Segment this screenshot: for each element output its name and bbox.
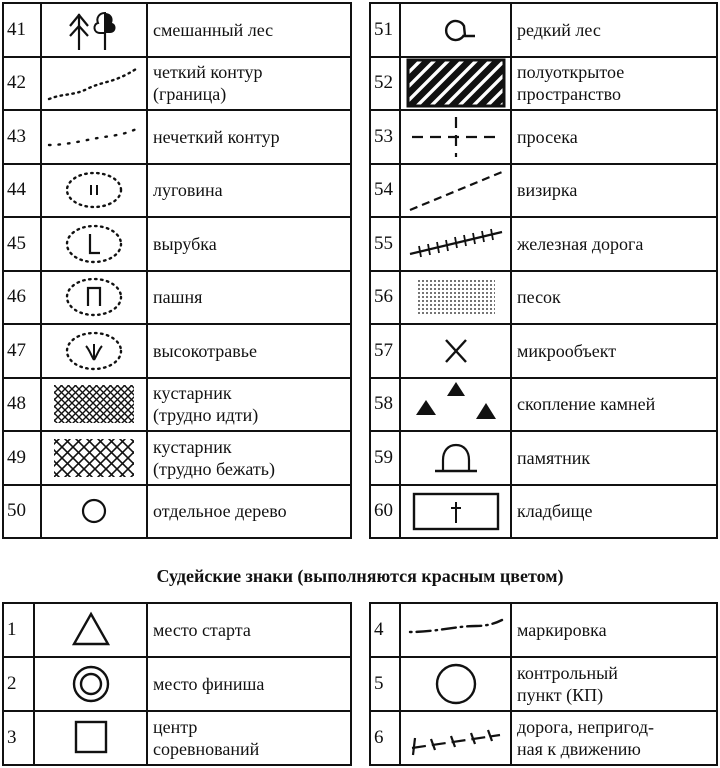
legend-row [3, 217, 351, 271]
label-line: микрообъект [517, 340, 617, 361]
symbol-cell [400, 164, 511, 218]
row-number: 50 [3, 485, 41, 539]
indistinct-contour-icon [42, 117, 146, 157]
symbol-cell [400, 603, 511, 657]
competition-center-icon [35, 716, 146, 760]
row-number: 59 [370, 431, 400, 485]
label-line: место старта [153, 620, 251, 640]
row-number: 46 [3, 271, 41, 325]
symbol-cell [400, 57, 511, 111]
row-number: 43 [3, 110, 41, 164]
control-point-icon [401, 659, 510, 709]
symbol-label [147, 711, 351, 765]
row-number: 3 [3, 711, 34, 765]
symbol-label [511, 711, 717, 765]
legend-row [370, 711, 717, 765]
label-line: полуоткрытое [517, 62, 625, 83]
label-line: кустарник [153, 436, 232, 457]
row-number: 57 [370, 324, 400, 378]
symbol-cell [400, 271, 511, 325]
label-line: редкий лес [517, 19, 601, 40]
row-number: 45 [3, 217, 41, 271]
row-number: 51 [370, 3, 400, 57]
sparse-forest-icon [401, 10, 510, 50]
row-number: 60 [370, 485, 400, 539]
railway-icon [401, 224, 510, 264]
impassable-road-icon [401, 718, 510, 758]
label-line: соревнований [153, 739, 260, 759]
legend-row [3, 271, 351, 325]
row-number: 47 [3, 324, 41, 378]
symbol-cell [41, 324, 147, 378]
legend-row [3, 431, 351, 485]
label-line: (трудно бежать) [153, 458, 275, 479]
judge-table-left [2, 602, 352, 766]
row-number: 55 [370, 217, 400, 271]
symbol-cell [41, 378, 147, 432]
micro-object-icon [401, 331, 510, 371]
label-line: маркировка [517, 620, 607, 640]
row-number: 54 [370, 164, 400, 218]
symbol-cell [34, 711, 147, 765]
symbol-label [511, 378, 717, 432]
symbol-label [511, 271, 717, 325]
symbol-cell [41, 57, 147, 111]
legend-row [370, 431, 717, 485]
symbol-label [147, 657, 351, 711]
label-line: место финиша [153, 674, 265, 694]
legend-table-right [369, 2, 718, 539]
label-line: песок [517, 287, 561, 308]
symbol-label [511, 657, 717, 711]
monument-icon [401, 438, 510, 478]
symbol-cell [400, 3, 511, 57]
row-number: 49 [3, 431, 41, 485]
symbol-label [147, 485, 351, 539]
clearcut-icon [42, 222, 146, 266]
legend-row [370, 324, 717, 378]
semi-open-area-icon [401, 58, 510, 108]
legend-row [370, 271, 717, 325]
legend-row [370, 217, 717, 271]
label-line: пункт (КП) [517, 685, 604, 705]
forest-cutting-icon [401, 113, 510, 161]
symbol-cell [34, 657, 147, 711]
label-line: ная к движению [517, 739, 641, 759]
legend-row [3, 485, 351, 539]
judge-table-right [369, 602, 718, 766]
legend-table-left [2, 2, 352, 539]
shrub-hard-walk-icon [42, 382, 146, 426]
legend-row [370, 603, 717, 657]
symbol-label [147, 110, 351, 164]
label-line: вырубка [153, 233, 217, 254]
symbol-label [147, 324, 351, 378]
legend-row [370, 57, 717, 111]
label-line: просека [517, 126, 578, 147]
stone-cluster-icon [401, 379, 510, 429]
row-number: 52 [370, 57, 400, 111]
symbol-cell [41, 3, 147, 57]
symbol-cell [41, 431, 147, 485]
single-tree-icon [42, 491, 146, 531]
label-line: смешанный лес [153, 19, 274, 40]
symbol-cell [400, 378, 511, 432]
symbol-cell [41, 110, 147, 164]
symbol-cell [41, 271, 147, 325]
legend-row [370, 164, 717, 218]
symbol-label [511, 431, 717, 485]
legend-row [3, 57, 351, 111]
symbol-label [147, 271, 351, 325]
row-number: 1 [3, 603, 34, 657]
label-line: нечеткий контур [153, 126, 280, 147]
symbol-label [511, 324, 717, 378]
symbol-cell [400, 324, 511, 378]
row-number: 41 [3, 3, 41, 57]
legend-row [3, 164, 351, 218]
start-icon [35, 608, 146, 652]
row-number: 2 [3, 657, 34, 711]
legend-row [370, 378, 717, 432]
symbol-cell [400, 217, 511, 271]
legend-row [3, 3, 351, 57]
row-number: 56 [370, 271, 400, 325]
label-line: (трудно идти) [153, 405, 259, 426]
label-line: луговина [153, 180, 223, 201]
symbol-label [511, 485, 717, 539]
symbol-label [147, 57, 351, 111]
symbol-label [511, 57, 717, 111]
row-number: 4 [370, 603, 400, 657]
label-line: кладбище [517, 501, 593, 522]
shrub-hard-run-icon [42, 436, 146, 480]
symbol-cell [41, 217, 147, 271]
symbol-label [147, 603, 351, 657]
cemetery-icon [401, 489, 510, 533]
symbol-label [511, 217, 717, 271]
label-line: памятник [517, 447, 591, 468]
symbol-label [147, 164, 351, 218]
label-line: визирка [517, 180, 578, 201]
meadow-icon [42, 168, 146, 212]
mixed-forest-icon [42, 8, 146, 52]
symbol-cell [34, 603, 147, 657]
label-line: центр [153, 717, 198, 737]
tall-grass-icon [42, 329, 146, 373]
legend-row [3, 603, 351, 657]
symbol-label [147, 378, 351, 432]
legend-row [370, 110, 717, 164]
legend-row [3, 324, 351, 378]
distinct-contour-icon [42, 61, 146, 105]
symbol-label [511, 164, 717, 218]
row-number: 48 [3, 378, 41, 432]
symbol-label [147, 217, 351, 271]
symbol-label [147, 3, 351, 57]
label-line: скопление камней [517, 394, 656, 415]
label-line: дорога, непригод- [517, 717, 654, 737]
sight-line-icon [401, 166, 510, 214]
symbol-label [511, 110, 717, 164]
symbol-cell [400, 431, 511, 485]
legend-row [3, 378, 351, 432]
legend-row [3, 657, 351, 711]
finish-icon [35, 662, 146, 706]
label-line: пространство [517, 84, 622, 105]
symbol-cell [400, 657, 511, 711]
label-line: контрольный [517, 663, 618, 683]
label-line: четкий контур [153, 62, 263, 83]
row-number: 58 [370, 378, 400, 432]
symbol-label [511, 603, 717, 657]
sand-icon [401, 275, 510, 319]
row-number: 42 [3, 57, 41, 111]
marking-icon [401, 612, 510, 648]
row-number: 53 [370, 110, 400, 164]
section-title: Судейские знаки (выполняются красным цветом) [156, 566, 564, 586]
row-number: 5 [370, 657, 400, 711]
label-line: отдельное дерево [153, 501, 287, 522]
legend-row [370, 3, 717, 57]
legend-row [370, 657, 717, 711]
label-line: железная дорога [517, 233, 644, 254]
row-number: 6 [370, 711, 400, 765]
symbol-cell [400, 485, 511, 539]
label-line: пашня [153, 287, 203, 308]
symbol-cell [400, 110, 511, 164]
symbol-label [511, 3, 717, 57]
label-line: (граница) [153, 84, 227, 105]
legend-row [3, 110, 351, 164]
label-line: кустарник [153, 383, 232, 404]
legend-row [3, 711, 351, 765]
label-line: высокотравье [153, 340, 257, 361]
legend-row [370, 485, 717, 539]
symbol-label [147, 431, 351, 485]
symbol-cell [400, 711, 511, 765]
symbol-cell [41, 485, 147, 539]
symbol-cell [41, 164, 147, 218]
row-number: 44 [3, 164, 41, 218]
plowland-icon [42, 275, 146, 319]
